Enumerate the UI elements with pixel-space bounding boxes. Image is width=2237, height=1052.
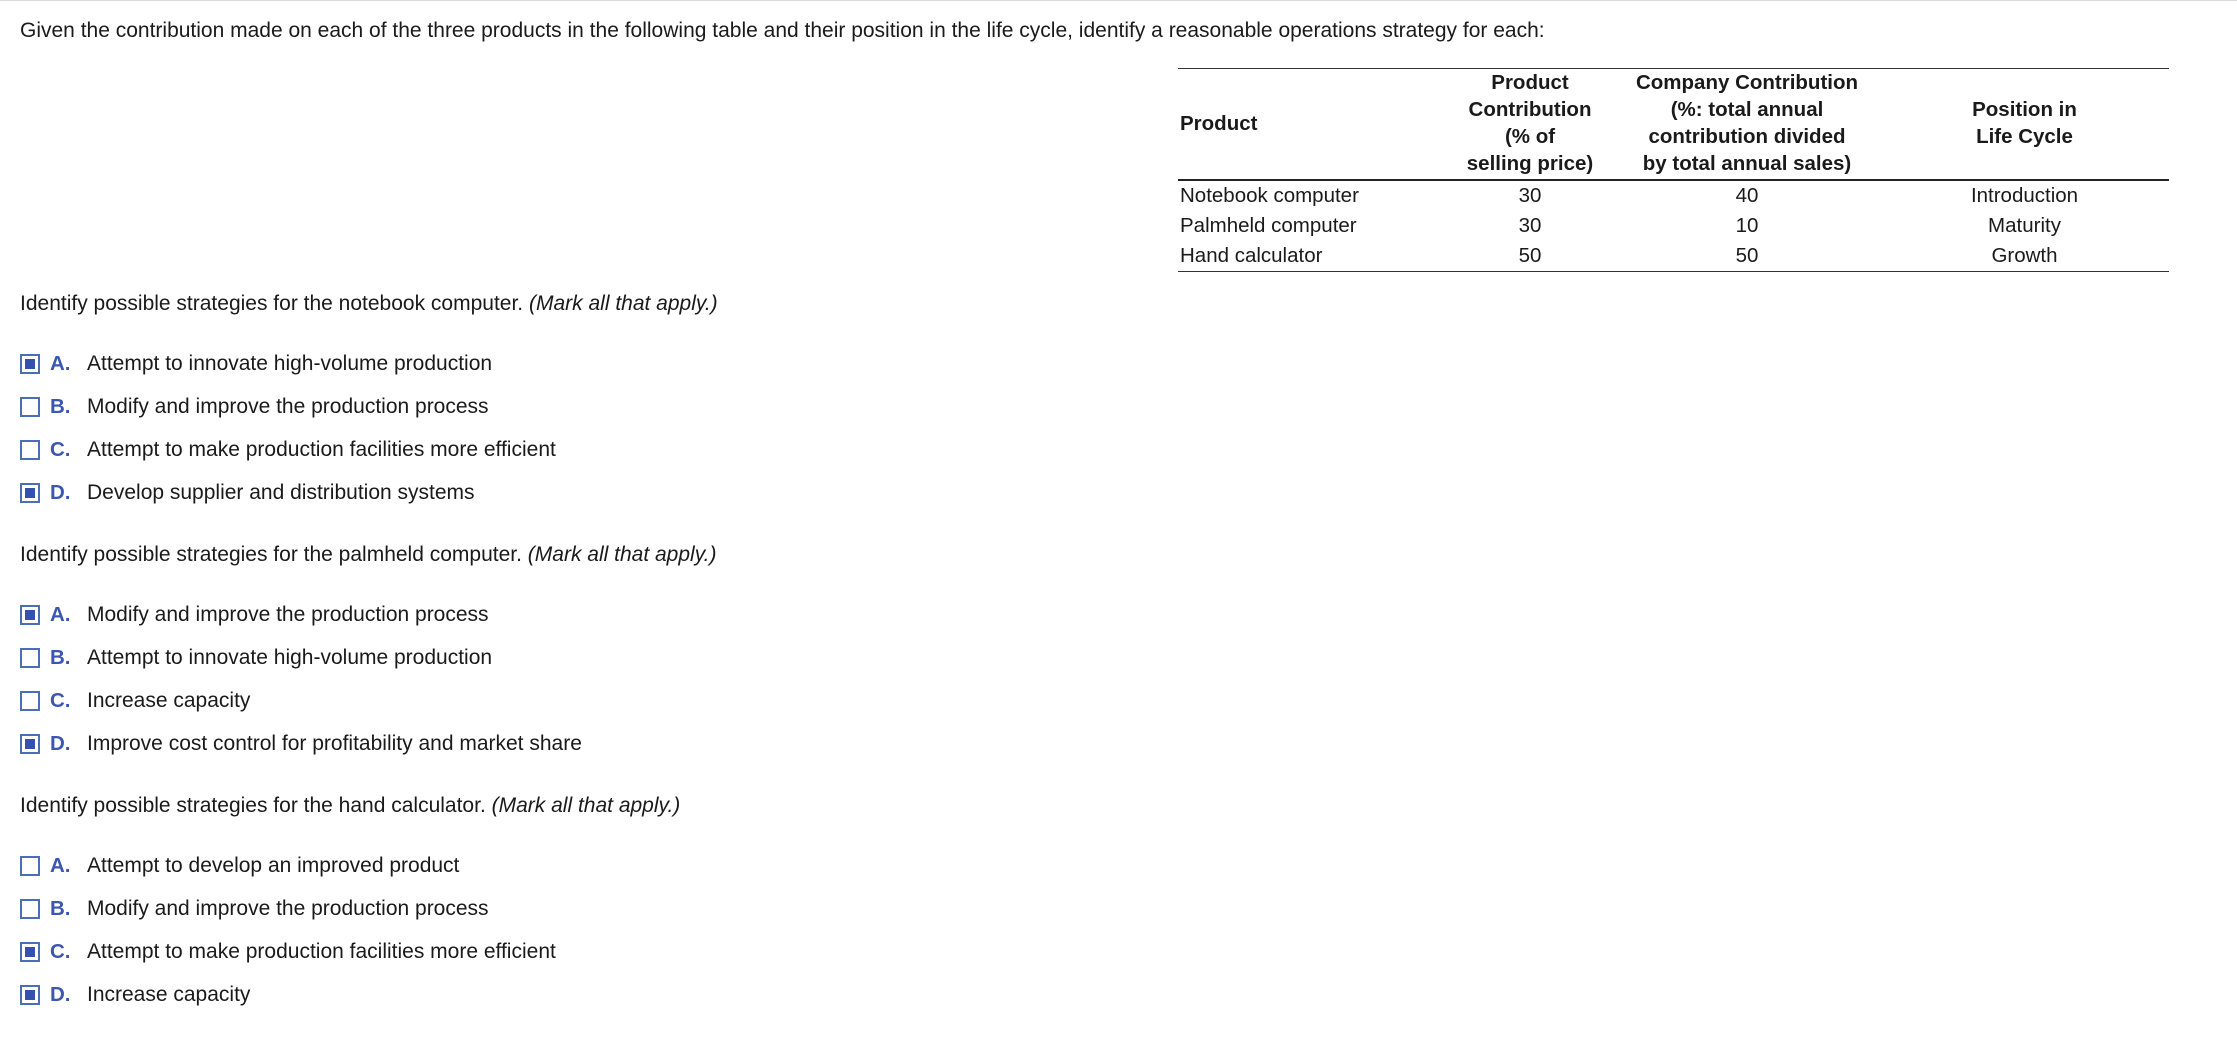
question-palmheld	[20, 542, 716, 765]
option-a[interactable]: A. Attempt to innovate high-volume production	[20, 342, 718, 385]
option-list	[20, 342, 718, 514]
checkbox[interactable]	[20, 942, 40, 962]
checkbox[interactable]	[20, 605, 40, 625]
option-b[interactable]: B. Attempt to innovate high-volume production	[20, 636, 716, 679]
checkbox[interactable]	[20, 856, 40, 876]
table-row	[1178, 180, 2169, 211]
option-b[interactable]: B. Modify and improve the production process	[20, 887, 680, 930]
header-position: Position in Life Cycle	[1880, 69, 2169, 181]
checkbox[interactable]	[20, 648, 40, 668]
option-c[interactable]: C. Attempt to make production facilities more efficient	[20, 428, 718, 471]
header-product-contribution: Product Contribution (% of selling price)	[1446, 69, 1614, 181]
option-c[interactable]: C. Attempt to make production facilities more efficient	[20, 930, 680, 973]
option-a[interactable]: A. Attempt to develop an improved product	[20, 844, 680, 887]
cell-position: Maturity	[1988, 214, 2061, 237]
checkbox[interactable]	[20, 397, 40, 417]
header-company-contribution: Company Contribution (%: total annual contribution divided by total annual sales)	[1614, 69, 1880, 181]
option-d[interactable]: D. Develop supplier and distribution systems	[20, 471, 718, 514]
cell-product: Notebook computer	[1180, 184, 1359, 207]
cell-product-contribution: 50	[1446, 241, 1614, 272]
question-intro: Given the contribution made on each of the three products in the following table and their position in the life cycle, identify a reasonable operations strategy for each:	[20, 19, 1545, 42]
option-a[interactable]: A. Modify and improve the production process	[20, 593, 716, 636]
table-row	[1178, 211, 2169, 241]
checkbox[interactable]	[20, 440, 40, 460]
cell-product: Palmheld computer	[1180, 214, 1357, 237]
cell-company-contribution: 50	[1614, 241, 1880, 272]
question-notebook	[20, 291, 718, 514]
option-list	[20, 593, 716, 765]
question-hand-calculator	[20, 793, 680, 1016]
cell-position: Introduction	[1970, 184, 2079, 207]
cell-company-contribution: 10	[1735, 214, 1759, 237]
option-list	[20, 844, 680, 1016]
question-prompt: Identify possible strategies for the palmheld computer. (Mark all that apply.)	[20, 543, 717, 566]
option-d[interactable]: D. Increase capacity	[20, 973, 680, 1016]
question-prompt: Identify possible strategies for the notebook computer. (Mark all that apply.)	[20, 292, 718, 315]
cell-product-contribution: 30	[1518, 214, 1542, 237]
checkbox[interactable]	[20, 734, 40, 754]
cell-product: Hand calculator	[1178, 241, 1446, 272]
top-divider	[0, 0, 2237, 1]
product-table	[1178, 65, 2169, 272]
question-prompt: Identify possible strategies for the hand calculator. (Mark all that apply.)	[20, 794, 681, 817]
checkbox[interactable]	[20, 899, 40, 919]
checkbox[interactable]	[20, 354, 40, 374]
option-d[interactable]: D. Improve cost control for profitability and market share	[20, 722, 716, 765]
option-c[interactable]: C. Increase capacity	[20, 679, 716, 722]
checkbox[interactable]	[20, 483, 40, 503]
cell-company-contribution: 40	[1735, 184, 1759, 207]
header-product: Product	[1178, 69, 1446, 181]
checkbox[interactable]	[20, 985, 40, 1005]
checkbox[interactable]	[20, 691, 40, 711]
cell-position: Growth	[1880, 241, 2169, 272]
cell-product-contribution: 30	[1518, 184, 1542, 207]
option-b[interactable]: B. Modify and improve the production process	[20, 385, 718, 428]
table-row	[1178, 241, 2169, 272]
